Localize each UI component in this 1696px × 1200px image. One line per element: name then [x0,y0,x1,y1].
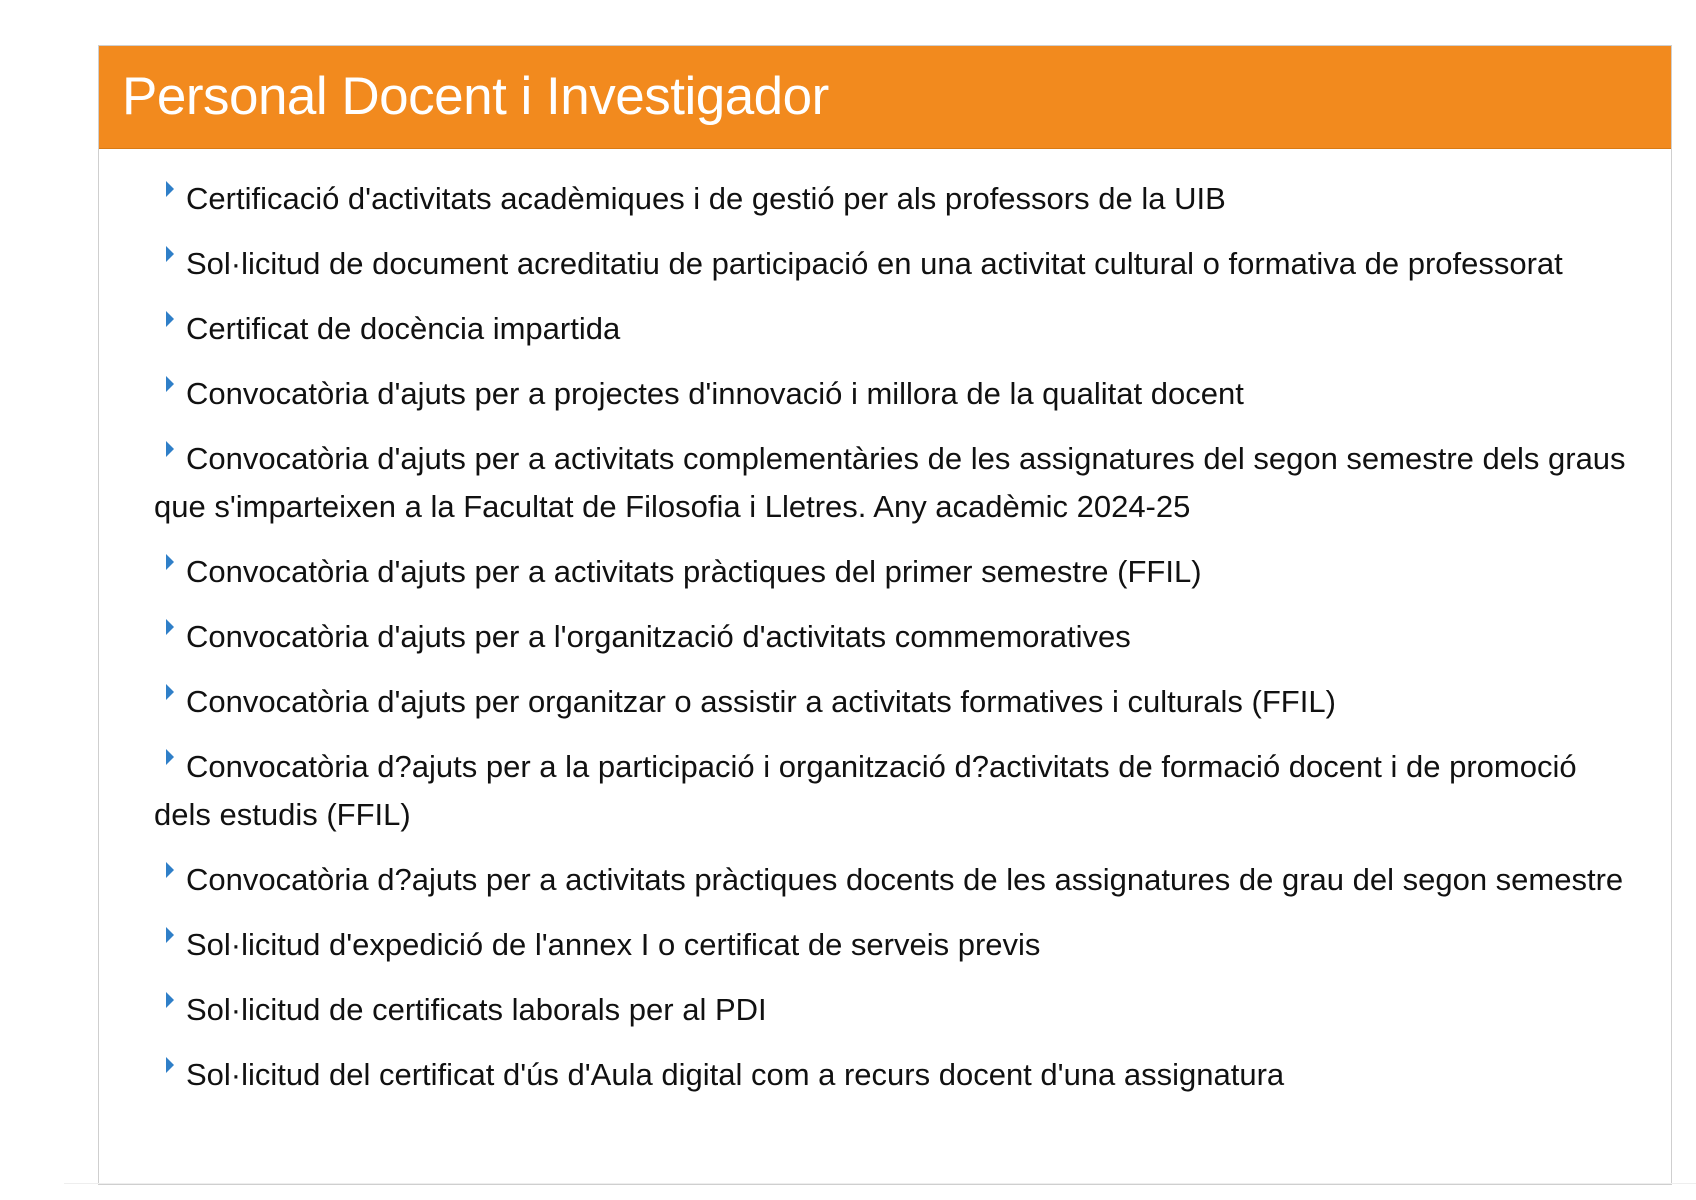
pdi-panel [98,45,1672,1185]
procedure-link[interactable]: Sol·licitud de document acreditatiu de participació en una activitat cultural o formativa de professorat [186,246,1563,281]
list-item[interactable] [154,240,1641,288]
list-item[interactable] [154,856,1641,904]
procedure-link[interactable]: Convocatòria d'ajuts per a activitats complementàries de les assignatures del segon semestre dels graus que s'imparteixen a la Facultat de Filosofia i Lletres. Any acadèmic 2024-25 [154,441,1626,524]
procedure-link[interactable]: Sol·licitud d'expedició de l'annex I o certificat de serveis previs [186,927,1041,962]
triangle-bullet-icon [166,619,174,635]
panel-title: Personal Docent i Investigador [122,66,829,126]
procedure-link[interactable]: Convocatòria d'ajuts per a projectes d'innovació i millora de la qualitat docent [186,376,1244,411]
procedure-link[interactable]: Sol·licitud del certificat d'ús d'Aula digital com a recurs docent d'una assignatura [186,1057,1285,1092]
triangle-bullet-icon [166,376,174,392]
list-item[interactable] [154,613,1641,661]
procedure-link[interactable]: Certificat de docència impartida [186,311,621,346]
list-item[interactable] [154,305,1641,353]
list-item[interactable] [154,370,1641,418]
triangle-bullet-icon [166,927,174,943]
triangle-bullet-icon [166,554,174,570]
list-item[interactable] [154,1051,1641,1099]
procedure-link[interactable]: Convocatòria d'ajuts per a l'organització d'activitats commemoratives [186,619,1131,654]
list-item[interactable] [154,548,1641,596]
procedure-link[interactable]: Certificació d'activitats acadèmiques i de gestió per als professors de la UIB [186,181,1226,216]
triangle-bullet-icon [166,1057,174,1073]
list-item[interactable] [154,175,1641,223]
list-item[interactable] [154,921,1641,969]
procedure-list [99,149,1671,1099]
triangle-bullet-icon [166,749,174,765]
procedure-link[interactable]: Sol·licitud de certificats laborals per al PDI [186,992,767,1027]
triangle-bullet-icon [166,992,174,1008]
triangle-bullet-icon [166,246,174,262]
list-item[interactable] [154,986,1641,1034]
list-item[interactable] [154,743,1641,839]
triangle-bullet-icon [166,684,174,700]
procedure-link[interactable]: Convocatòria d'ajuts per organitzar o assistir a activitats formatives i culturals (FFIL) [186,684,1336,719]
triangle-bullet-icon [166,862,174,878]
page-bottom-divider [64,1183,1696,1184]
procedure-link[interactable]: Convocatòria d?ajuts per a activitats pràctiques docents de les assignatures de grau del segon semestre [186,862,1624,897]
triangle-bullet-icon [166,181,174,197]
procedure-link[interactable]: Convocatòria d'ajuts per a activitats pràctiques del primer semestre (FFIL) [186,554,1202,589]
list-item[interactable] [154,435,1641,531]
triangle-bullet-icon [166,441,174,457]
panel-header [99,46,1671,149]
list-item[interactable] [154,678,1641,726]
procedure-link[interactable]: Convocatòria d?ajuts per a la participació i organització d?activitats de formació docent i de promoció dels estudis (FFIL) [154,749,1577,832]
triangle-bullet-icon [166,311,174,327]
